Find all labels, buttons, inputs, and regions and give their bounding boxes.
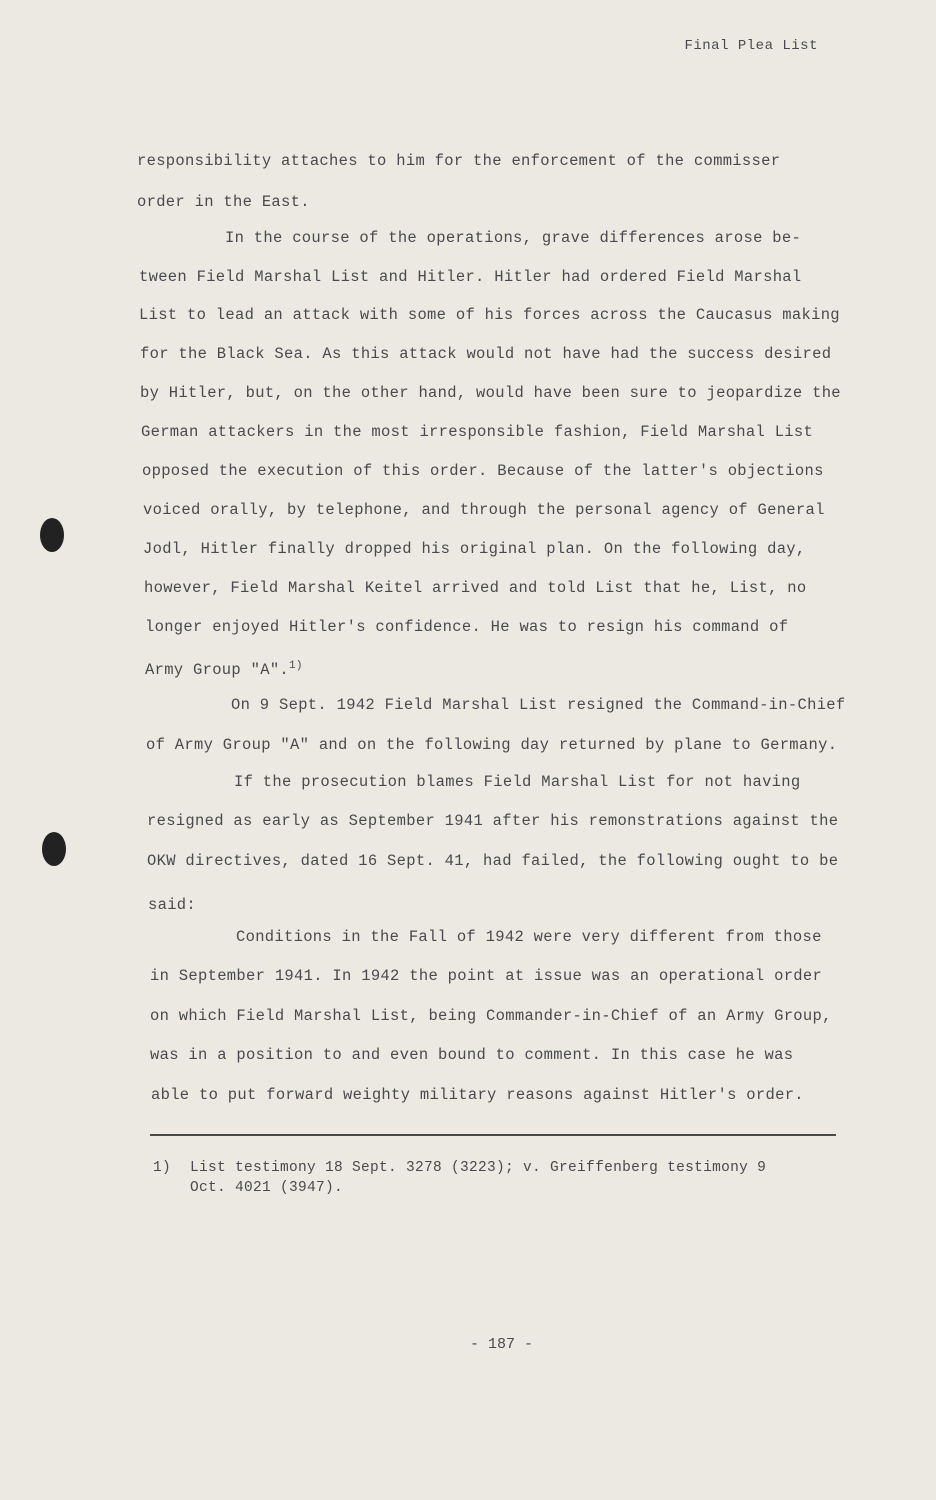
footnote-line-2: Oct. 4021 (3947). [190, 1180, 344, 1196]
body-line: opposed the execution of this order. Because of the latter's objections [142, 462, 824, 480]
body-line: order in the East. [137, 193, 310, 211]
punch-hole [40, 518, 64, 552]
page-header: Final Plea List [684, 38, 818, 54]
body-line: of Army Group "A" and on the following day returned by plane to Germany. [146, 736, 838, 754]
footnote-number: 1) [153, 1160, 172, 1176]
body-line: Conditions in the Fall of 1942 were very different from those [236, 928, 822, 946]
body-line: longer enjoyed Hitler's confidence. He was to resign his command of [145, 618, 789, 636]
body-line: for the Black Sea. As this attack would not have had the success desired [140, 345, 832, 363]
punch-hole [42, 832, 66, 866]
body-line: Army Group "A". [145, 661, 290, 680]
body-line: Jodl, Hitler finally dropped his original plan. On the following day, [143, 540, 806, 558]
body-line: voiced orally, by telephone, and through the personal agency of General [143, 501, 825, 519]
footnote-divider [150, 1134, 836, 1136]
body-line: OKW directives, dated 16 Sept. 41, had failed, the following ought to be [147, 852, 839, 870]
page-number: - 187 - [470, 1336, 534, 1353]
body-line: List to lead an attack with some of his forces across the Caucasus making [139, 306, 840, 324]
body-line: tween Field Marshal List and Hitler. Hitler had ordered Field Marshal [139, 268, 802, 286]
body-line: by Hitler, but, on the other hand, would have been sure to jeopardize the [140, 384, 841, 402]
body-line: on which Field Marshal List, being Commander-in-Chief of an Army Group, [150, 1007, 832, 1025]
body-line: however, Field Marshal Keitel arrived and told List that he, List, no [144, 579, 807, 597]
body-line: able to put forward weighty military reasons against Hitler's order. [151, 1086, 804, 1104]
body-line: On 9 Sept. 1942 Field Marshal List resigned the Command-in-Chief [231, 696, 846, 714]
body-line: in September 1941. In 1942 the point at issue was an operational order [150, 967, 823, 985]
body-line: was in a position to and even bound to comment. In this case he was [150, 1046, 794, 1064]
body-line-with-note [145, 660, 303, 679]
footnote-reference: 1) [289, 660, 303, 672]
body-line: resigned as early as September 1941 after his remonstrations against the [147, 812, 839, 830]
body-line: said: [148, 896, 197, 914]
body-line: In the course of the operations, grave differences arose be- [225, 229, 802, 247]
body-line: responsibility attaches to him for the enforcement of the commisser [137, 152, 781, 170]
body-line: If the prosecution blames Field Marshal List for not having [234, 773, 801, 791]
body-line: German attackers in the most irresponsible fashion, Field Marshal List [141, 423, 814, 441]
footnote-line-1: List testimony 18 Sept. 3278 (3223); v. Greiffenberg testimony 9 [190, 1160, 767, 1176]
